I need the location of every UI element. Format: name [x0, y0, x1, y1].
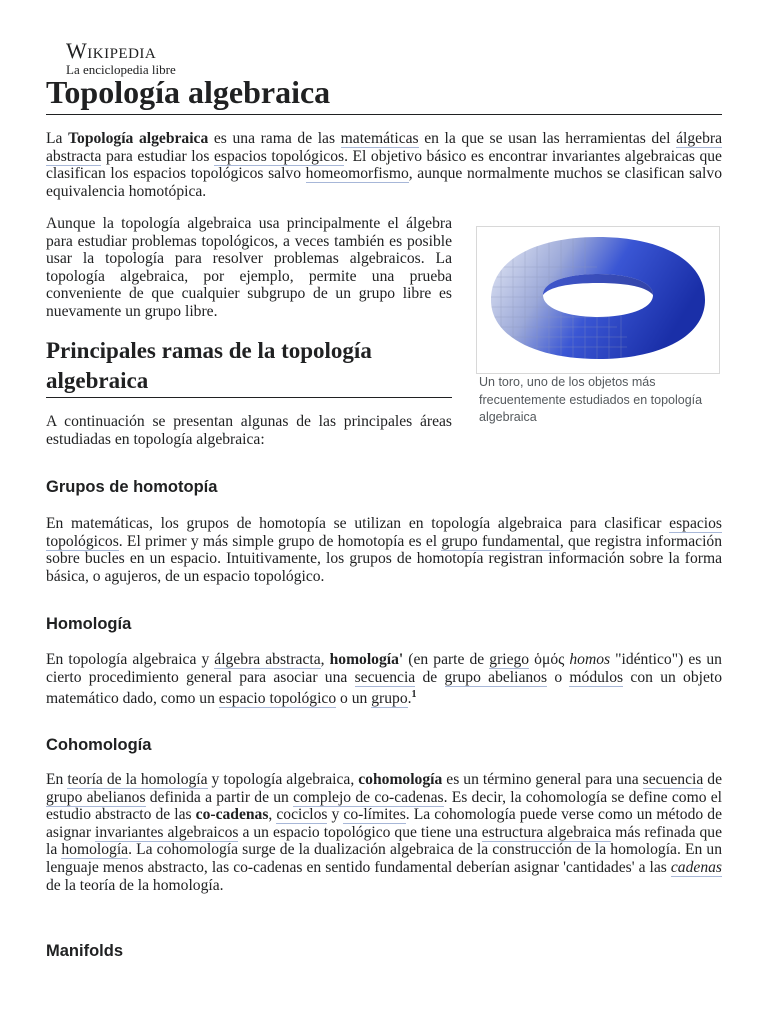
link-espacios-topologicos[interactable]: espacios topológicos	[46, 515, 722, 550]
figure-caption: Un toro, uno de los objetos más frecuentemente estudiados en topología algebraica	[479, 375, 703, 424]
heading-cohomologia: Cohomología	[46, 736, 152, 754]
link-grupo[interactable]: grupo	[371, 690, 408, 708]
bold-term: co-cadenas	[195, 806, 269, 824]
link-grupo-abelianos[interactable]: grupo abelianos	[46, 788, 146, 806]
section-intro: A continuación se presentan algunas de las principales áreas estudiadas en topología algebraica:	[46, 413, 452, 448]
reference-link[interactable]: 1	[411, 689, 417, 701]
heading-manifolds: Manifolds	[46, 942, 123, 960]
torus-image	[477, 227, 719, 373]
link-espacio-topologico[interactable]: espacio topológico	[218, 690, 337, 708]
link-homeomorfismo[interactable]: homeomorfismo	[305, 165, 409, 183]
link-grupo-abelianos[interactable]: grupo abelianos	[444, 668, 548, 686]
link-matematicas[interactable]: matemáticas	[340, 130, 419, 147]
torus-figure[interactable]	[476, 226, 720, 374]
link-estructura-algebraica[interactable]: estructura algebraica	[481, 823, 612, 841]
link-secuencia[interactable]: secuencia	[642, 771, 704, 788]
heading-homologia: Homología	[46, 615, 132, 633]
link-complejo-de-co-cadenas[interactable]: complejo de co-cadenas	[293, 788, 444, 806]
heading-grupos-de-homotopia: Grupos de homotopía	[46, 478, 218, 496]
intro-paragraph: La Topología algebraica es una rama de las matemáticas en la que se usan las herramientas del álgebra abstracta para estudiar los espacios topológicos. El objetivo básico es encontrar invariantes algebraicas que clasifican los espacios topológicos salvo homeomorfismo, aunque normalmente muchos se clasifican salvo equivalencia homotópica.	[46, 130, 722, 200]
link-homologia[interactable]: homología	[61, 841, 129, 859]
link-modulos[interactable]: módulos	[569, 668, 624, 686]
wikipedia-tagline: La enciclopedia libre	[66, 62, 176, 77]
homology-paragraph: En topología algebraica y álgebra abstracta, homología' (en parte de griego ὁμός homos "idéntico") es un cierto procedimiento general para asociar una secuencia de grupo abelianos o módulos con un objeto matemático dado, como un espacio topológico o un grupo.$^1$	[46, 651, 723, 708]
section-heading: Principales ramas de la topología algebraica	[46, 336, 452, 398]
wikipedia-wordmark-text: Wikipedia	[66, 38, 157, 63]
italic-term: homos	[569, 651, 611, 668]
link-espacios-topologicos[interactable]: espacios topológicos	[213, 147, 345, 165]
link-cociclos[interactable]: cociclos	[276, 806, 328, 824]
bold-term: homología'	[329, 651, 404, 668]
link-secuencia[interactable]: secuencia	[354, 668, 416, 686]
bold-term: Topología algebraica	[68, 130, 209, 147]
link-invariantes-algebraicos[interactable]: invariantes algebraicos	[95, 823, 239, 841]
link-cadenas[interactable]: cadenas	[670, 858, 722, 876]
link-teoria-de-la-homologia[interactable]: teoría de la homología	[67, 771, 208, 788]
link-co-limites[interactable]: co-límites	[343, 806, 406, 824]
link-grupo-fundamental[interactable]: grupo fundamental	[441, 532, 560, 550]
wikipedia-wordmark	[66, 40, 176, 62]
link-algebra-abstracta[interactable]: álgebra abstracta	[214, 651, 321, 668]
homotopy-paragraph: En matemáticas, los grupos de homotopía se utilizan en topología algebraica para clasificar espacios topológicos. El primer y más simple grupo de homotopía es el grupo fundamental, que registra información sobre bucles en un espacio. Intuitivamente, los grupos de homotopía registran información sobre la forma básica, o agujeros, de un espacio topológico.	[46, 515, 723, 585]
cohomology-paragraph: En teoría de la homología y topología algebraica, cohomología es un término general para una secuencia de grupo abelianos definida a partir de un complejo de co-cadenas. Es decir, la cohomología se define como el estudio abstracto de las co-cadenas, cociclos y co-límites. La cohomología puede verse como un método de asignar invariantes algebraicos a un espacio topológico que tiene una estructura algebraica más refinada que la homología. La cohomología surge de la dualización algebraica de la construcción de la homología. En un lenguaje menos abstracto, las co-cadenas en sentido fundamental deberían asignar 'cantidades' a las cadenas de la teoría de la homología.	[46, 771, 723, 894]
link-griego[interactable]: griego	[489, 651, 530, 668]
link-algebra-abstracta[interactable]: álgebra abstracta	[46, 130, 722, 165]
intro-paragraph-2: Aunque la topología algebraica usa principalmente el álgebra para estudiar problemas topológicos, a veces también es posible usar la topología para resolver problemas algebraicos. La topología algebraica, por ejemplo, permite una prueba conveniente de que cualquier subgrupo de un grupo libre es nuevamente un grupo libre.	[46, 215, 452, 320]
page-title: Topología algebraica	[46, 72, 722, 115]
bold-term: cohomología	[358, 771, 443, 788]
